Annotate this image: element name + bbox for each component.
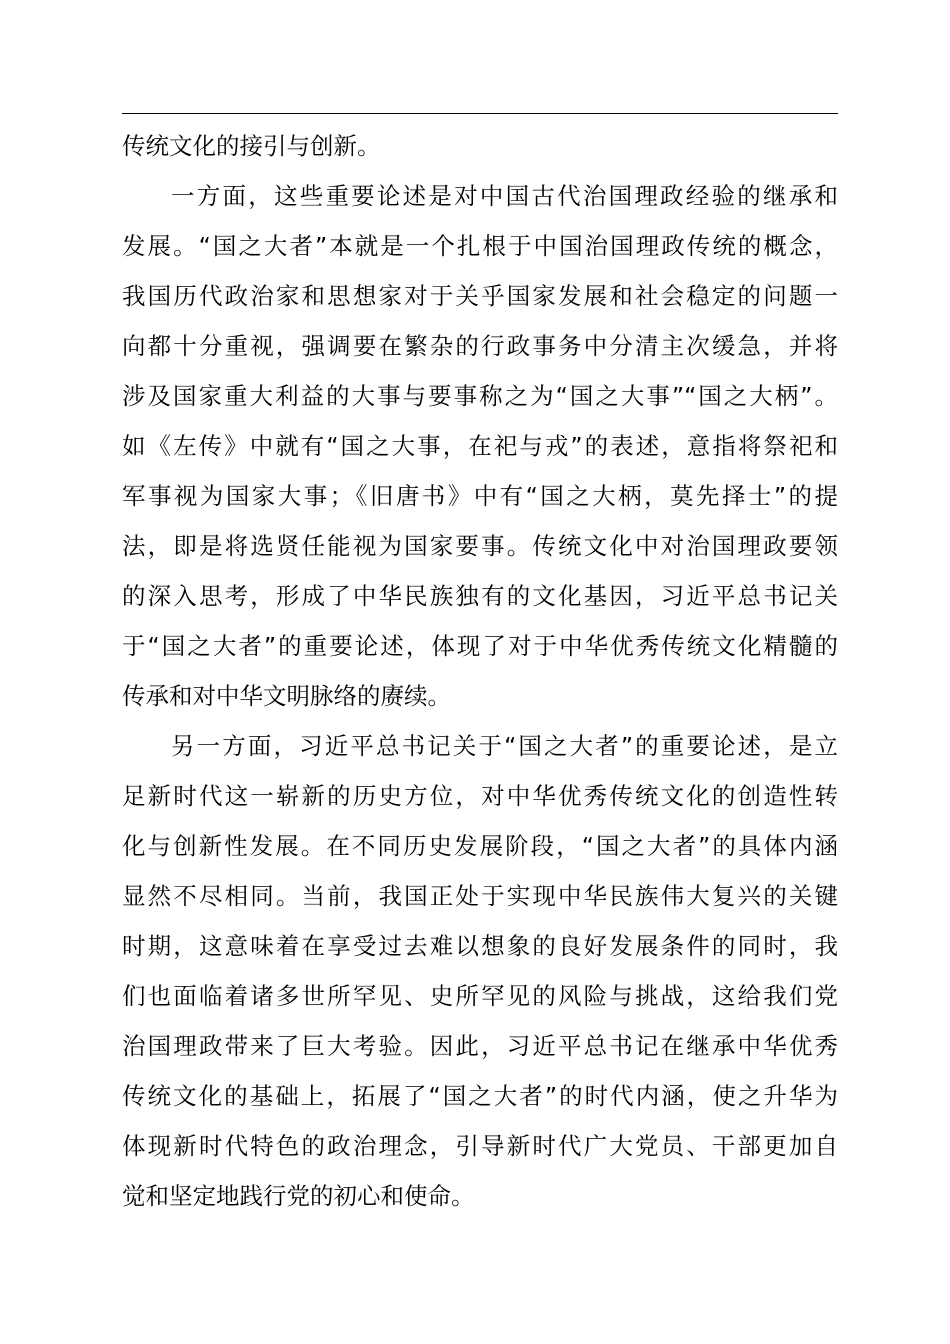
text-line: 觉和坚定地践行党的初心和使命。 xyxy=(122,1182,475,1210)
text-line: 们也面临着诸多世所罕见、史所罕见的风险与挑战，这给我们党 xyxy=(122,982,838,1010)
text-line: 向都十分重视，强调要在繁杂的行政事务中分清主次缓急，并将 xyxy=(122,332,838,360)
text-line: 法，即是将选贤任能视为国家要事。传统文化中对治国理政要领 xyxy=(122,532,838,560)
text-line: 如《左传》中就有“国之大事，在祀与戎”的表述，意指将祭祀和 xyxy=(122,432,838,460)
text-line: 传统文化的接引与创新。 xyxy=(122,132,381,160)
text-line: 发展。“国之大者”本就是一个扎根于中国治国理政传统的概念， xyxy=(122,232,838,260)
text-line: 体现新时代特色的政治理念，引导新时代广大党员、干部更加自 xyxy=(122,1132,838,1160)
text-line: 显然不尽相同。当前，我国正处于实现中华民族伟大复兴的关键 xyxy=(122,882,838,910)
header-rule xyxy=(122,113,838,114)
text-line: 传统文化的基础上，拓展了“国之大者”的时代内涵，使之升华为 xyxy=(122,1082,838,1110)
text-line: 的深入思考，形成了中华民族独有的文化基因，习近平总书记关 xyxy=(122,582,838,610)
text-line: 涉及国家重大利益的大事与要事称之为“国之大事”“国之大柄”。 xyxy=(122,382,838,410)
text-line: 足新时代这一崭新的历史方位，对中华优秀传统文化的创造性转 xyxy=(122,782,838,810)
text-line: 时期，这意味着在享受过去难以想象的良好发展条件的同时，我 xyxy=(122,932,838,960)
text-line: 化与创新性发展。在不同历史发展阶段，“国之大者”的具体内涵 xyxy=(122,832,838,860)
text-line: 于“国之大者”的重要论述，体现了对于中华优秀传统文化精髓的 xyxy=(122,632,838,660)
text-line: 治国理政带来了巨大考验。因此，习近平总书记在继承中华优秀 xyxy=(122,1032,838,1060)
text-line: 传承和对中华文明脉络的赓续。 xyxy=(122,682,451,710)
paragraph-first-line: 另一方面，习近平总书记关于“国之大者”的重要论述，是立 xyxy=(171,732,838,760)
text-line: 我国历代政治家和思想家对于关乎国家发展和社会稳定的问题一 xyxy=(122,282,838,310)
paragraph-first-line: 一方面，这些重要论述是对中国古代治国理政经验的继承和 xyxy=(171,182,838,210)
text-line: 军事视为国家大事；《旧唐书》中有“国之大柄，莫先择士”的提 xyxy=(122,482,838,510)
